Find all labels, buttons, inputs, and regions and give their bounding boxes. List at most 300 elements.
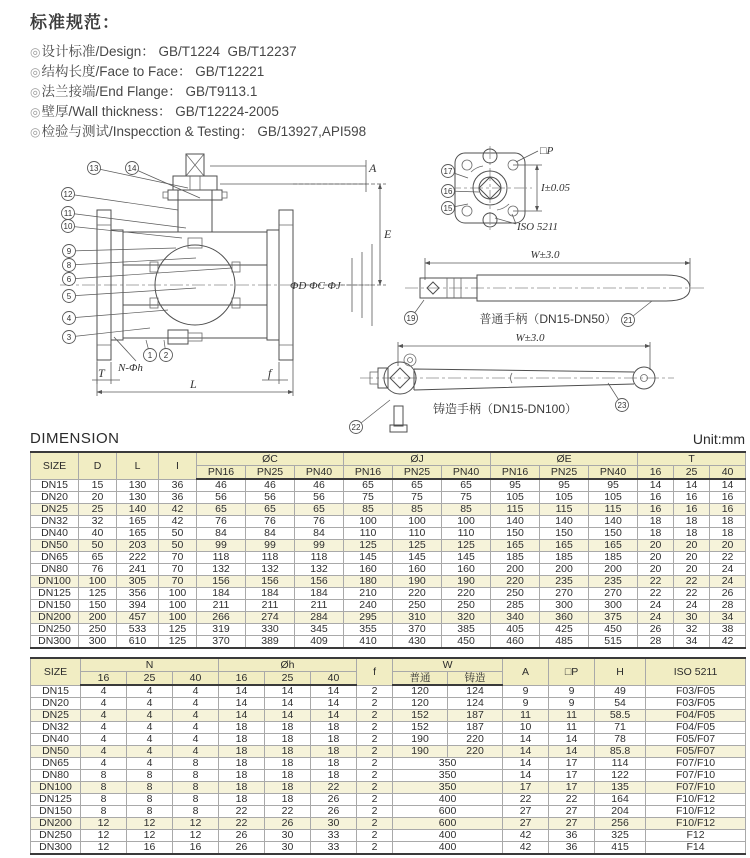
table-cell: 85 bbox=[442, 504, 491, 516]
table-cell: 600 bbox=[393, 818, 503, 830]
table-cell: 18 bbox=[219, 794, 265, 806]
table-cell: 85.8 bbox=[595, 746, 646, 758]
list-item: ◎结构长度/Face to Face： GB/T12221 bbox=[30, 64, 265, 79]
table-cell: 160 bbox=[442, 564, 491, 576]
table-cell: 18 bbox=[265, 758, 311, 770]
table-cell: DN50 bbox=[31, 746, 81, 758]
table-cell: 152 bbox=[393, 710, 448, 722]
table-cell: 187 bbox=[448, 722, 503, 734]
table-cell: 22 bbox=[674, 576, 710, 588]
table-cell: 4 bbox=[173, 746, 219, 758]
table-cell: 76 bbox=[79, 564, 117, 576]
dim-label-i: I±0.05 bbox=[541, 182, 570, 194]
table-cell: 76 bbox=[295, 516, 344, 528]
dimension-table-bolting bbox=[30, 657, 746, 855]
table-row bbox=[31, 734, 746, 746]
column-subheader: PN16 bbox=[491, 466, 540, 480]
table-cell: 95 bbox=[589, 479, 638, 492]
table-cell: 460 bbox=[491, 636, 540, 649]
table-cell: 370 bbox=[393, 624, 442, 636]
table-cell: 76 bbox=[197, 516, 246, 528]
table-cell: 4 bbox=[127, 698, 173, 710]
iso5211-label: ISO 5211 bbox=[517, 221, 559, 233]
table-cell: 430 bbox=[393, 636, 442, 649]
table-cell: 210 bbox=[344, 588, 393, 600]
table-cell: 370 bbox=[197, 636, 246, 649]
table-cell: 145 bbox=[393, 552, 442, 564]
callout-22 bbox=[350, 400, 391, 434]
table-cell: 405 bbox=[491, 624, 540, 636]
table-cell: 24 bbox=[710, 576, 746, 588]
table-cell: 26 bbox=[311, 794, 357, 806]
dim-label-w2: W±3.0 bbox=[515, 332, 545, 344]
table-cell: 14 bbox=[549, 734, 595, 746]
table-cell: 22 bbox=[219, 806, 265, 818]
table-row bbox=[31, 770, 746, 782]
table-cell: 30 bbox=[265, 830, 311, 842]
dim-label-a: A bbox=[369, 161, 377, 175]
table-cell: 50 bbox=[159, 528, 197, 540]
table-cell: 319 bbox=[197, 624, 246, 636]
dim-label-e: E bbox=[384, 227, 392, 241]
table-cell: 17 bbox=[549, 770, 595, 782]
table-cell: 20 bbox=[674, 552, 710, 564]
table-cell: 49 bbox=[595, 685, 646, 698]
table-cell: 190 bbox=[393, 576, 442, 588]
table-cell: 132 bbox=[295, 564, 344, 576]
bullet-icon: ◎ bbox=[30, 125, 41, 139]
table-cell: 46 bbox=[246, 479, 295, 492]
table-row bbox=[31, 698, 746, 710]
svg-text:2: 2 bbox=[163, 350, 169, 360]
table-cell: 56 bbox=[197, 492, 246, 504]
table-cell: 24 bbox=[638, 612, 674, 624]
valve-drawing bbox=[0, 140, 750, 436]
table-cell: 156 bbox=[295, 576, 344, 588]
table-row bbox=[31, 624, 746, 636]
svg-text:1: 1 bbox=[147, 350, 153, 360]
table-row bbox=[31, 758, 746, 770]
table-cell: 16 bbox=[638, 504, 674, 516]
table-cell: 350 bbox=[393, 782, 503, 794]
table-cell: 115 bbox=[589, 504, 638, 516]
table-cell: 190 bbox=[393, 734, 448, 746]
cast-handle-caption: 铸造手柄（DN15-DN100） bbox=[432, 402, 578, 416]
table-cell: 150 bbox=[540, 528, 589, 540]
table-cell: 184 bbox=[295, 588, 344, 600]
table-cell: 36 bbox=[159, 492, 197, 504]
table-cell: 18 bbox=[311, 722, 357, 734]
table-cell: 14 bbox=[265, 710, 311, 722]
table-cell: 26 bbox=[219, 842, 265, 855]
table-cell: 125 bbox=[159, 636, 197, 649]
table-cell: 356 bbox=[117, 588, 159, 600]
table-cell: 84 bbox=[197, 528, 246, 540]
table-cell: DN150 bbox=[31, 806, 81, 818]
svg-text:22: 22 bbox=[351, 422, 361, 432]
table-cell: 100 bbox=[442, 516, 491, 528]
table-cell: 400 bbox=[393, 794, 503, 806]
table-cell: 4 bbox=[127, 722, 173, 734]
table-cell: 2 bbox=[357, 830, 393, 842]
table-row bbox=[31, 830, 746, 842]
table-cell: 345 bbox=[295, 624, 344, 636]
table-cell: 18 bbox=[265, 782, 311, 794]
table-cell: 8 bbox=[173, 794, 219, 806]
table-cell: 415 bbox=[595, 842, 646, 855]
table-cell: DN200 bbox=[31, 818, 81, 830]
table-cell: F14 bbox=[646, 842, 746, 855]
table-cell: 180 bbox=[344, 576, 393, 588]
table-cell: 185 bbox=[589, 552, 638, 564]
table-cell: 14 bbox=[503, 746, 549, 758]
valve-body-section bbox=[60, 154, 392, 396]
table-cell: 34 bbox=[710, 612, 746, 624]
table-cell: 389 bbox=[246, 636, 295, 649]
table-cell: DN100 bbox=[31, 576, 79, 588]
table-cell: 17 bbox=[549, 758, 595, 770]
table-cell: 30 bbox=[311, 818, 357, 830]
table-cell: 18 bbox=[710, 516, 746, 528]
table-cell: 140 bbox=[589, 516, 638, 528]
table-cell: 95 bbox=[491, 479, 540, 492]
table-cell: 65 bbox=[79, 552, 117, 564]
svg-text:15: 15 bbox=[443, 203, 453, 213]
table-cell: 50 bbox=[159, 540, 197, 552]
table-cell: 220 bbox=[448, 734, 503, 746]
table-cell: 160 bbox=[393, 564, 442, 576]
table-cell: 75 bbox=[442, 492, 491, 504]
column-subheader: 25 bbox=[674, 466, 710, 480]
table-cell: 4 bbox=[81, 722, 127, 734]
table-cell: 14 bbox=[710, 479, 746, 492]
table-cell: 152 bbox=[393, 722, 448, 734]
table-cell: 56 bbox=[246, 492, 295, 504]
table-cell: 14 bbox=[219, 698, 265, 710]
table-cell: DN150 bbox=[31, 600, 79, 612]
table-cell: 235 bbox=[540, 576, 589, 588]
section-title: 标准规范： bbox=[30, 13, 120, 32]
table-cell: 200 bbox=[540, 564, 589, 576]
table-cell: 2 bbox=[357, 698, 393, 710]
table-cell: 26 bbox=[638, 624, 674, 636]
column-subheader: 40 bbox=[173, 672, 219, 686]
column-header: ØJ bbox=[344, 452, 491, 466]
table-cell: 300 bbox=[589, 600, 638, 612]
table-cell: DN25 bbox=[31, 504, 79, 516]
table-cell: 220 bbox=[393, 588, 442, 600]
table-cell: 4 bbox=[81, 746, 127, 758]
table-cell: 8 bbox=[173, 758, 219, 770]
table-row bbox=[31, 782, 746, 794]
table-cell: 65 bbox=[197, 504, 246, 516]
table-cell: 4 bbox=[173, 685, 219, 698]
table-cell: 409 bbox=[295, 636, 344, 649]
callout-10 bbox=[62, 220, 183, 239]
table-cell: 20 bbox=[638, 540, 674, 552]
table-cell: 145 bbox=[442, 552, 491, 564]
table-cell: DN300 bbox=[31, 636, 79, 649]
table-cell: 114 bbox=[595, 758, 646, 770]
table-cell: 394 bbox=[117, 600, 159, 612]
column-header: SIZE bbox=[31, 658, 81, 685]
table-row bbox=[31, 746, 746, 758]
table-cell: 65 bbox=[344, 479, 393, 492]
dim-label-p: □P bbox=[540, 145, 554, 157]
table-cell: 2 bbox=[357, 842, 393, 855]
table-cell: 18 bbox=[219, 758, 265, 770]
table-row bbox=[31, 636, 746, 649]
table-cell: 8 bbox=[81, 782, 127, 794]
table-row bbox=[31, 722, 746, 734]
table-cell: 8 bbox=[173, 782, 219, 794]
table-cell: 118 bbox=[295, 552, 344, 564]
column-subheader: 25 bbox=[127, 672, 173, 686]
table-cell: 20 bbox=[638, 552, 674, 564]
table-cell: 18 bbox=[265, 746, 311, 758]
dim-label-nh: N-Φh bbox=[118, 362, 143, 374]
table-cell: 18 bbox=[638, 528, 674, 540]
table-cell: 9 bbox=[503, 698, 549, 710]
table-cell: 26 bbox=[311, 806, 357, 818]
list-item: ◎检验与测试/Inspecction & Testing： GB/13927,API598 bbox=[30, 124, 367, 139]
table-cell: 100 bbox=[159, 600, 197, 612]
table-cell: 4 bbox=[81, 685, 127, 698]
table-cell: 122 bbox=[595, 770, 646, 782]
table-cell: 18 bbox=[219, 770, 265, 782]
table-cell: 4 bbox=[81, 758, 127, 770]
table-cell: 22 bbox=[265, 806, 311, 818]
table-cell: DN50 bbox=[31, 540, 79, 552]
table-cell: 12 bbox=[81, 842, 127, 855]
cast-handle-view bbox=[360, 332, 674, 432]
table-cell: 33 bbox=[311, 830, 357, 842]
table-cell: 340 bbox=[491, 612, 540, 624]
table-row bbox=[31, 600, 746, 612]
table-cell: 266 bbox=[197, 612, 246, 624]
table-cell: 4 bbox=[81, 698, 127, 710]
table-cell: 350 bbox=[393, 758, 503, 770]
table-cell: 65 bbox=[393, 479, 442, 492]
callout-5 bbox=[63, 288, 197, 303]
table-cell: 27 bbox=[503, 818, 549, 830]
table-cell: 14 bbox=[219, 710, 265, 722]
table-cell: 425 bbox=[540, 624, 589, 636]
column-header: N bbox=[81, 658, 219, 672]
table-cell: 22 bbox=[638, 576, 674, 588]
table-cell: F05/F07 bbox=[646, 734, 746, 746]
table-cell: 135 bbox=[595, 782, 646, 794]
table-cell: 203 bbox=[117, 540, 159, 552]
table-cell: 385 bbox=[442, 624, 491, 636]
table-cell: 2 bbox=[357, 746, 393, 758]
table-cell: 85 bbox=[393, 504, 442, 516]
table-cell: 100 bbox=[393, 516, 442, 528]
standards-section bbox=[30, 8, 366, 142]
table-cell: F12 bbox=[646, 830, 746, 842]
svg-text:6: 6 bbox=[66, 274, 72, 284]
table-cell: 125 bbox=[159, 624, 197, 636]
unit-label: Unit:mm bbox=[692, 431, 745, 447]
table-cell: 14 bbox=[503, 758, 549, 770]
table-cell: 132 bbox=[246, 564, 295, 576]
callout-4 bbox=[63, 310, 169, 325]
table-cell: DN20 bbox=[31, 492, 79, 504]
table-cell: 310 bbox=[393, 612, 442, 624]
table-cell: 2 bbox=[357, 782, 393, 794]
table-cell: 11 bbox=[549, 722, 595, 734]
table-cell: 42 bbox=[710, 636, 746, 649]
column-subheader: PN40 bbox=[442, 466, 491, 480]
table-cell: 56 bbox=[295, 492, 344, 504]
table-cell: 54 bbox=[595, 698, 646, 710]
table-cell: 2 bbox=[357, 722, 393, 734]
table-cell: 270 bbox=[589, 588, 638, 600]
table-cell: 600 bbox=[393, 806, 503, 818]
table-cell: 14 bbox=[638, 479, 674, 492]
table-row bbox=[31, 588, 746, 600]
table-cell: 305 bbox=[117, 576, 159, 588]
column-subheader: 普通 bbox=[393, 672, 448, 686]
column-subheader: PN40 bbox=[295, 466, 344, 480]
table-cell: 105 bbox=[589, 492, 638, 504]
table-cell: 70 bbox=[159, 576, 197, 588]
table-cell: 25 bbox=[79, 504, 117, 516]
table-cell: 350 bbox=[393, 770, 503, 782]
table-cell: F10/F12 bbox=[646, 806, 746, 818]
svg-text:16: 16 bbox=[443, 186, 453, 196]
callout-11 bbox=[62, 207, 187, 229]
table-cell: 18 bbox=[265, 794, 311, 806]
table-cell: 140 bbox=[491, 516, 540, 528]
table-cell: 71 bbox=[595, 722, 646, 734]
iso5211-pad-view bbox=[448, 145, 570, 233]
table-cell: 14 bbox=[265, 685, 311, 698]
table-cell: 184 bbox=[197, 588, 246, 600]
callout-9 bbox=[63, 245, 177, 258]
table-cell: 22 bbox=[638, 588, 674, 600]
table-cell: 26 bbox=[265, 818, 311, 830]
column-header: Øh bbox=[219, 658, 357, 672]
table-cell: 22 bbox=[311, 782, 357, 794]
list-item: ◎设计标准/Design： GB/T1224 GB/T12237 bbox=[30, 44, 297, 59]
table-cell: 4 bbox=[127, 746, 173, 758]
table-cell: 42 bbox=[503, 842, 549, 855]
column-subheader: 40 bbox=[710, 466, 746, 480]
table-cell: 14 bbox=[503, 734, 549, 746]
table-cell: 132 bbox=[197, 564, 246, 576]
column-header: I bbox=[159, 452, 197, 479]
table-cell: 250 bbox=[491, 588, 540, 600]
column-header: W bbox=[393, 658, 503, 672]
table-cell: 16 bbox=[127, 842, 173, 855]
table-cell: 200 bbox=[491, 564, 540, 576]
table-cell: 165 bbox=[491, 540, 540, 552]
table-cell: 100 bbox=[344, 516, 393, 528]
table-cell: 16 bbox=[674, 492, 710, 504]
table-cell: 250 bbox=[442, 600, 491, 612]
table-cell: 75 bbox=[344, 492, 393, 504]
table-cell: 256 bbox=[595, 818, 646, 830]
table-row bbox=[31, 479, 746, 492]
table-cell: 211 bbox=[246, 600, 295, 612]
table-row bbox=[31, 576, 746, 588]
table-cell: 105 bbox=[491, 492, 540, 504]
column-subheader: PN16 bbox=[344, 466, 393, 480]
dim-label-l: L bbox=[190, 377, 197, 391]
table-cell: 241 bbox=[117, 564, 159, 576]
table-cell: 27 bbox=[549, 818, 595, 830]
table-row bbox=[31, 552, 746, 564]
svg-text:9: 9 bbox=[66, 246, 72, 256]
table-cell: DN125 bbox=[31, 794, 81, 806]
list-item: ◎法兰接端/End Flange： GB/T9113.1 bbox=[30, 84, 258, 99]
column-header: D bbox=[79, 452, 117, 479]
table-cell: 30 bbox=[265, 842, 311, 855]
table-cell: 70 bbox=[159, 564, 197, 576]
table-cell: 355 bbox=[344, 624, 393, 636]
table-cell: 18 bbox=[265, 722, 311, 734]
callout-6 bbox=[63, 268, 233, 286]
table-cell: 84 bbox=[295, 528, 344, 540]
callout-1 bbox=[144, 340, 157, 362]
callout-3 bbox=[63, 328, 151, 344]
table-cell: 38 bbox=[710, 624, 746, 636]
dimension-title: DIMENSION bbox=[30, 430, 120, 447]
table-cell: 22 bbox=[674, 588, 710, 600]
table-cell: 32 bbox=[79, 516, 117, 528]
table-cell: 130 bbox=[117, 479, 159, 492]
column-header: A bbox=[503, 658, 549, 685]
table-cell: 8 bbox=[127, 782, 173, 794]
svg-text:23: 23 bbox=[617, 400, 627, 410]
table-cell: 40 bbox=[79, 528, 117, 540]
table-cell: 124 bbox=[448, 685, 503, 698]
table-cell: 185 bbox=[491, 552, 540, 564]
table-cell: 24 bbox=[710, 564, 746, 576]
table-cell: 28 bbox=[638, 636, 674, 649]
table-cell: 110 bbox=[442, 528, 491, 540]
table-cell: 222 bbox=[117, 552, 159, 564]
bullet-icon: ◎ bbox=[30, 85, 41, 99]
table-cell: 125 bbox=[393, 540, 442, 552]
table-cell: F07/F10 bbox=[646, 770, 746, 782]
table-cell: 110 bbox=[344, 528, 393, 540]
table-cell: 14 bbox=[674, 479, 710, 492]
callout-23 bbox=[608, 383, 629, 412]
technical-drawing bbox=[0, 140, 750, 436]
svg-text:21: 21 bbox=[623, 315, 633, 325]
table-row bbox=[31, 612, 746, 624]
table-cell: 190 bbox=[442, 576, 491, 588]
table-cell: 120 bbox=[393, 685, 448, 698]
table-cell: 20 bbox=[79, 492, 117, 504]
table-cell: 12 bbox=[173, 818, 219, 830]
table-cell: 100 bbox=[159, 612, 197, 624]
table-cell: DN65 bbox=[31, 552, 79, 564]
table-cell: 400 bbox=[393, 830, 503, 842]
table-cell: 8 bbox=[173, 806, 219, 818]
table-cell: F07/F10 bbox=[646, 758, 746, 770]
table-cell: 27 bbox=[549, 806, 595, 818]
column-subheader: 40 bbox=[311, 672, 357, 686]
table-cell: 485 bbox=[540, 636, 589, 649]
table-cell: 22 bbox=[219, 818, 265, 830]
callout-2 bbox=[160, 340, 173, 362]
table-cell: 533 bbox=[117, 624, 159, 636]
table-cell: 2 bbox=[357, 806, 393, 818]
table-cell: 140 bbox=[540, 516, 589, 528]
